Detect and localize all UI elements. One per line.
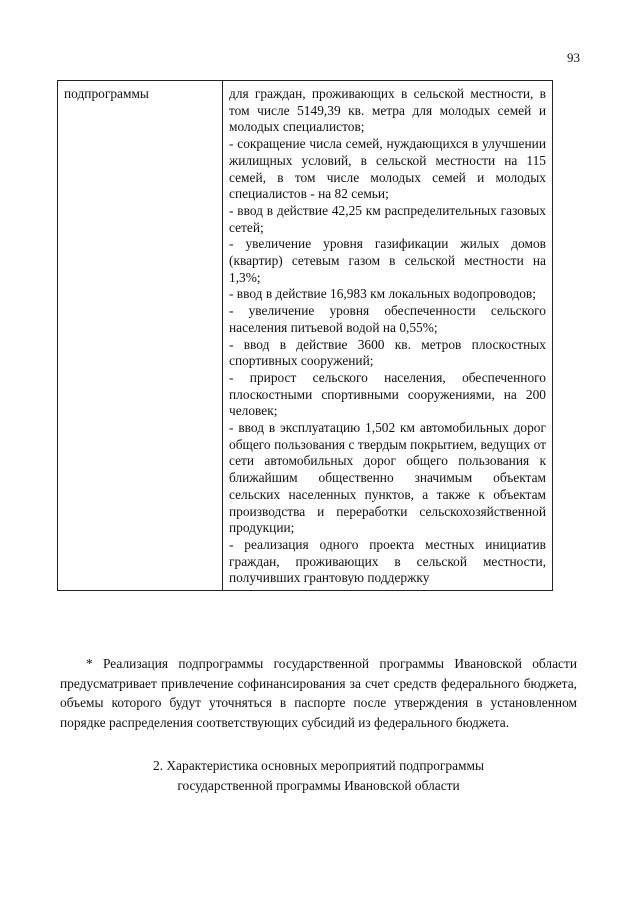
result-item: - сокращение числа семей, нуждающихся в улучшении жилищных условий, в сельской местности на 115 семей, в том числе молодых семей и молодых специалистов - на 82 семьи;	[229, 136, 546, 202]
result-item: - реализация одного проекта местных инициатив граждан, проживающих в сельской местности, получивших грантовую поддержку	[229, 536, 546, 586]
table-row	[58, 81, 553, 591]
footnote-paragraph: * Реализация подпрограммы государственной программы Ивановской области предусматривает привлечение софинансирования за счет средств федерального бюджета, объемы которого будут уточняться в паспорте после утверждения в установленном порядке распределения соответствующих субсидий из федерального бюджета.	[60, 656, 577, 730]
section-heading-line: 2. Характеристика основных мероприятий подпрограммы	[153, 758, 484, 773]
result-item: - увеличение уровня газификации жилых домов (квартир) сетевым газом в сельской местности на 1,3%;	[229, 236, 546, 285]
section-heading	[60, 756, 577, 795]
page-number: 93	[567, 50, 580, 65]
result-item: для граждан, проживающих в сельской местности, в том числе 5149,39 кв. метра для молодых семей и молодых специалистов;	[229, 86, 546, 135]
subprogram-passport-table	[57, 80, 553, 591]
result-item: - увеличение уровня обеспеченности сельского населения питьевой водой на 0,55%;	[229, 303, 546, 335]
result-item: - ввод в действие 42,25 км распределительных газовых сетей;	[229, 202, 546, 235]
result-item: - ввод в действие 16,983 км локальных водопроводов;	[229, 286, 536, 302]
row-label-cell: подпрограммы	[58, 81, 223, 591]
result-item: - ввод в действие 3600 кв. метров плоскостных спортивных сооружений;	[229, 336, 546, 369]
result-item: - прирост сельского населения, обеспеченного плоскостными спортивными сооружениями, на 200 человек;	[229, 369, 546, 419]
row-value-cell	[223, 81, 553, 591]
result-item: - ввод в эксплуатацию 1,502 км автомобильных дорог общего пользования с твердым покрытием, ведущих от сети автомобильных дорог общего пользования к ближайшим общественно значимым объектам сельских населенных пунктов, а также к объектам производства и переработки сельскохозяйственной продукции;	[229, 420, 546, 536]
section-heading-line: государственной программы Ивановской области	[177, 777, 460, 793]
